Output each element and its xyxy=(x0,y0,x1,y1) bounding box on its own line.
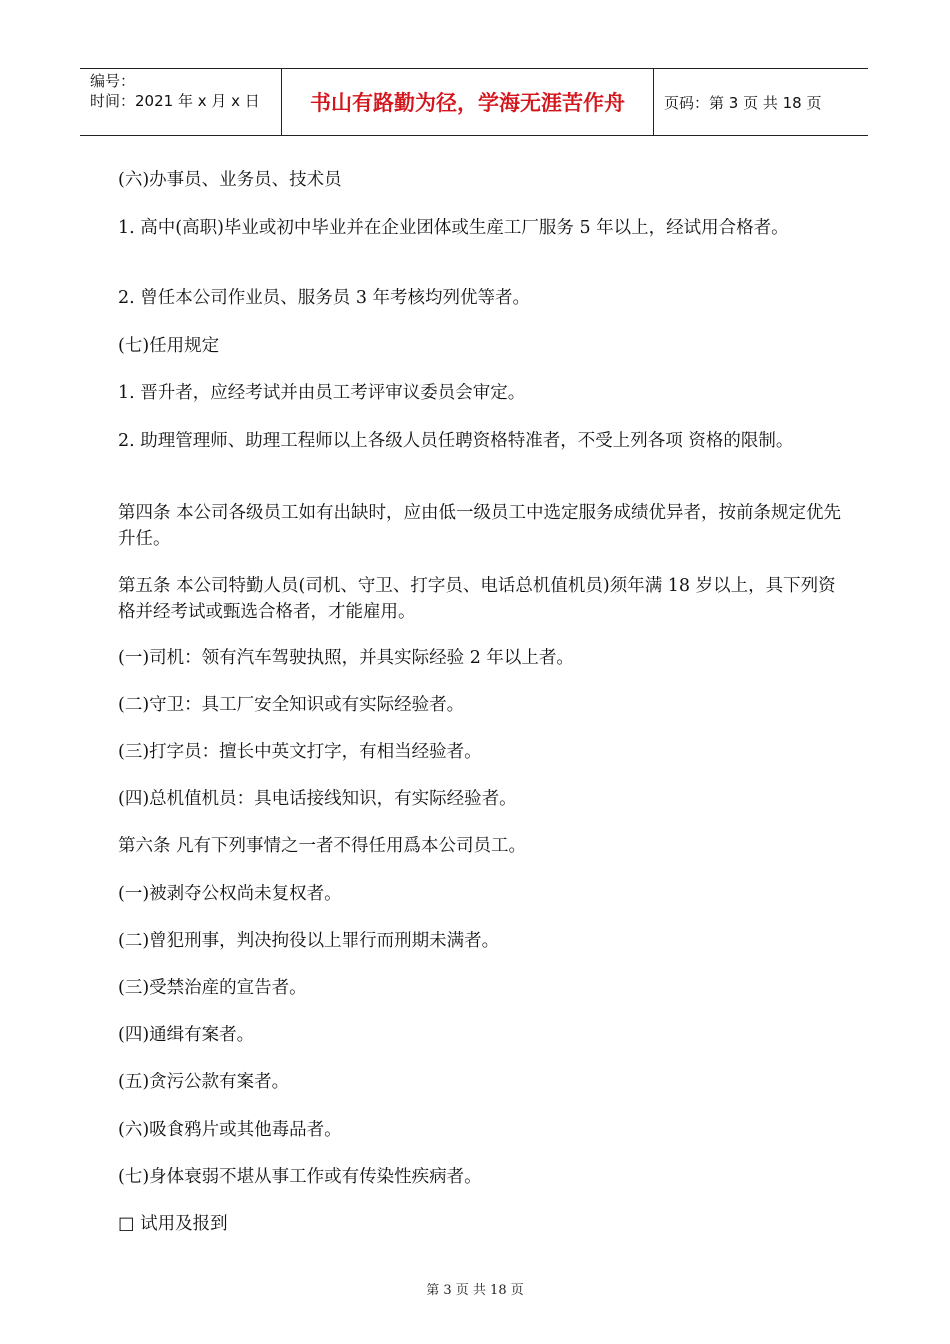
paragraph: (三)受禁治産的宣告者。 xyxy=(118,978,307,998)
document-header xyxy=(80,68,868,136)
paragraph: (三)打字员：擅长中英文打字，有相当经验者。 xyxy=(118,742,482,762)
paragraph: 2. 助理管理师、助理工程师以上各级人员任聘资格特准者，不受上列各项 资格的限制。 xyxy=(118,431,794,451)
paragraph: (七)身体衰弱不堪从事工作或有传染性疾病者。 xyxy=(118,1167,482,1187)
motto-text: 书山有路勤为径，学海无涯苦作舟 xyxy=(310,91,625,115)
paragraph: (二)守卫：具工厂安全知识或有实际经验者。 xyxy=(118,695,465,715)
paragraph: 2. 曾任本公司作业员、服务员 3 年考核均列优等者。 xyxy=(118,288,531,308)
serial-label: 编号： xyxy=(90,72,136,90)
section-heading: □ 试用及报到 xyxy=(118,1214,228,1234)
paragraph: (六)办事员、业务员、技术员 xyxy=(118,170,342,190)
paragraph: (五)贪污公款有案者。 xyxy=(118,1072,290,1092)
page-code-text: 页码：第 3 页 共 18 页 xyxy=(664,93,822,112)
paragraph: 1. 高中(高职)毕业或初中毕业并在企业团体或生産工厂服务 5 年以上，经试用合格者。 xyxy=(118,218,789,238)
paragraph: (四)总机值机员：具电话接线知识，有实际经验者。 xyxy=(118,789,517,809)
paragraph: (四)通缉有案者。 xyxy=(118,1025,255,1045)
time-label: 时间：2021 年 x 月 x 日 xyxy=(90,92,260,110)
footer-page-number: 第 3 页 共 18 页 xyxy=(426,1283,524,1298)
paragraph: (七)任用规定 xyxy=(118,336,220,356)
paragraph: 第四条 本公司各级员工如有出缺时，应由低一级员工中选定服务成绩优异者，按前条规定优先升任。 xyxy=(118,503,842,549)
motto-cell xyxy=(282,69,654,135)
paragraph: (一)被剥夺公权尚未复权者。 xyxy=(118,884,342,904)
paragraph: 第六条 凡有下列事情之一者不得任用爲本公司员工。 xyxy=(118,836,527,856)
header-meta-cell xyxy=(80,69,282,135)
paragraph: 1. 晋升者，应经考试并由员工考评审议委员会审定。 xyxy=(118,383,526,403)
paragraph: (二)曾犯刑事，判决拘役以上罪行而刑期未满者。 xyxy=(118,931,500,951)
paragraph: 第五条 本公司特勤人员(司机、守卫、打字员、电话总机值机员)须年满 18 岁以上，具下列资格并经考试或甄选合格者，才能雇用。 xyxy=(118,576,836,622)
page-footer xyxy=(0,1279,950,1298)
paragraph: (六)吸食鸦片或其他毒品者。 xyxy=(118,1120,342,1140)
paragraph: (一)司机：领有汽车驾驶执照，并具实际经验 2 年以上者。 xyxy=(118,648,574,668)
page-code-cell xyxy=(654,69,868,135)
